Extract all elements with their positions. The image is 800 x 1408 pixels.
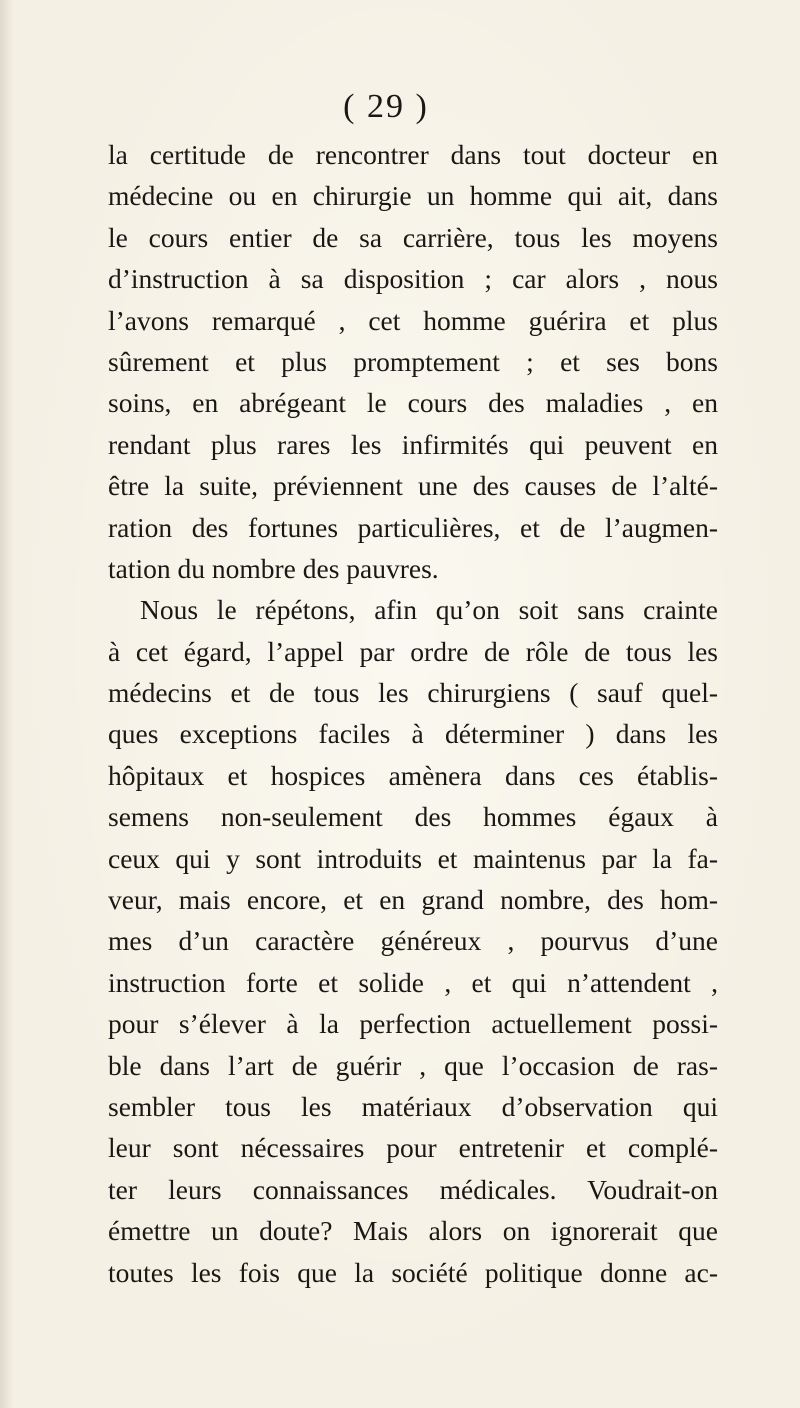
- text-line: être la suite, préviennent une des causes de l’alté-: [108, 470, 718, 502]
- text-line: veur, mais encore, et en grand nombre, des hom-: [108, 884, 718, 916]
- text-line: le cours entier de sa carrière, tous les moyens: [108, 221, 718, 253]
- text-line: ble dans l’art de guérir , que l’occasion de ras-: [108, 1049, 718, 1081]
- page-edge-shadow: [0, 0, 14, 1408]
- text-line: médecins et de tous les chirurgiens ( sauf quel-: [108, 677, 718, 709]
- text-line: sûrement et plus promptement ; et ses bons: [108, 345, 718, 377]
- text-line: ration des fortunes particulières, et de l’augmen-: [108, 511, 718, 543]
- text-line: tation du nombre des pauvres.: [108, 552, 439, 584]
- text-line: soins, en abrégeant le cours des maladies , en: [108, 387, 718, 419]
- text-line: leur sont nécessaires pour entretenir et complé-: [108, 1132, 718, 1164]
- text-line: émettre un doute? Mais alors on ignorerait que: [108, 1215, 718, 1247]
- body-text: [108, 134, 718, 1293]
- text-line: sembler tous les matériaux d’observation qui: [108, 1090, 718, 1122]
- text-line: la certitude de rencontrer dans tout docteur en: [108, 139, 718, 170]
- text-line: toutes les fois que la société politique donne ac-: [108, 1256, 718, 1288]
- text-line: ques exceptions faciles à déterminer ) dans les: [108, 718, 718, 750]
- page-number: ( 29 ): [343, 88, 429, 125]
- text-line: à cet égard, l’appel par ordre de rôle de tous les: [108, 635, 718, 667]
- text-line: hôpitaux et hospices amènera dans ces établis-: [108, 759, 718, 791]
- text-line: ter leurs connaissances médicales. Voudrait-on: [108, 1173, 718, 1205]
- text-line: ceux qui y sont introduits et maintenus par la fa-: [108, 842, 718, 874]
- text-line: rendant plus rares les infirmités qui peuvent en: [108, 428, 718, 460]
- text-line: Nous le répétons, afin qu’on soit sans crainte: [140, 594, 718, 626]
- text-line: médecine ou en chirurgie un homme qui ait, dans: [108, 180, 718, 212]
- text-line: semens non-seulement des hommes égaux à: [108, 801, 718, 833]
- text-line: pour s’élever à la perfection actuellement possi-: [108, 1008, 718, 1040]
- text-line: d’instruction à sa disposition ; car alors , nous: [108, 263, 718, 295]
- text-line: l’avons remarqué , cet homme guérira et plus: [108, 304, 718, 336]
- text-line: mes d’un caractère généreux , pourvus d’une: [108, 925, 718, 957]
- text-line: instruction forte et solide , et qui n’attendent ,: [108, 966, 718, 998]
